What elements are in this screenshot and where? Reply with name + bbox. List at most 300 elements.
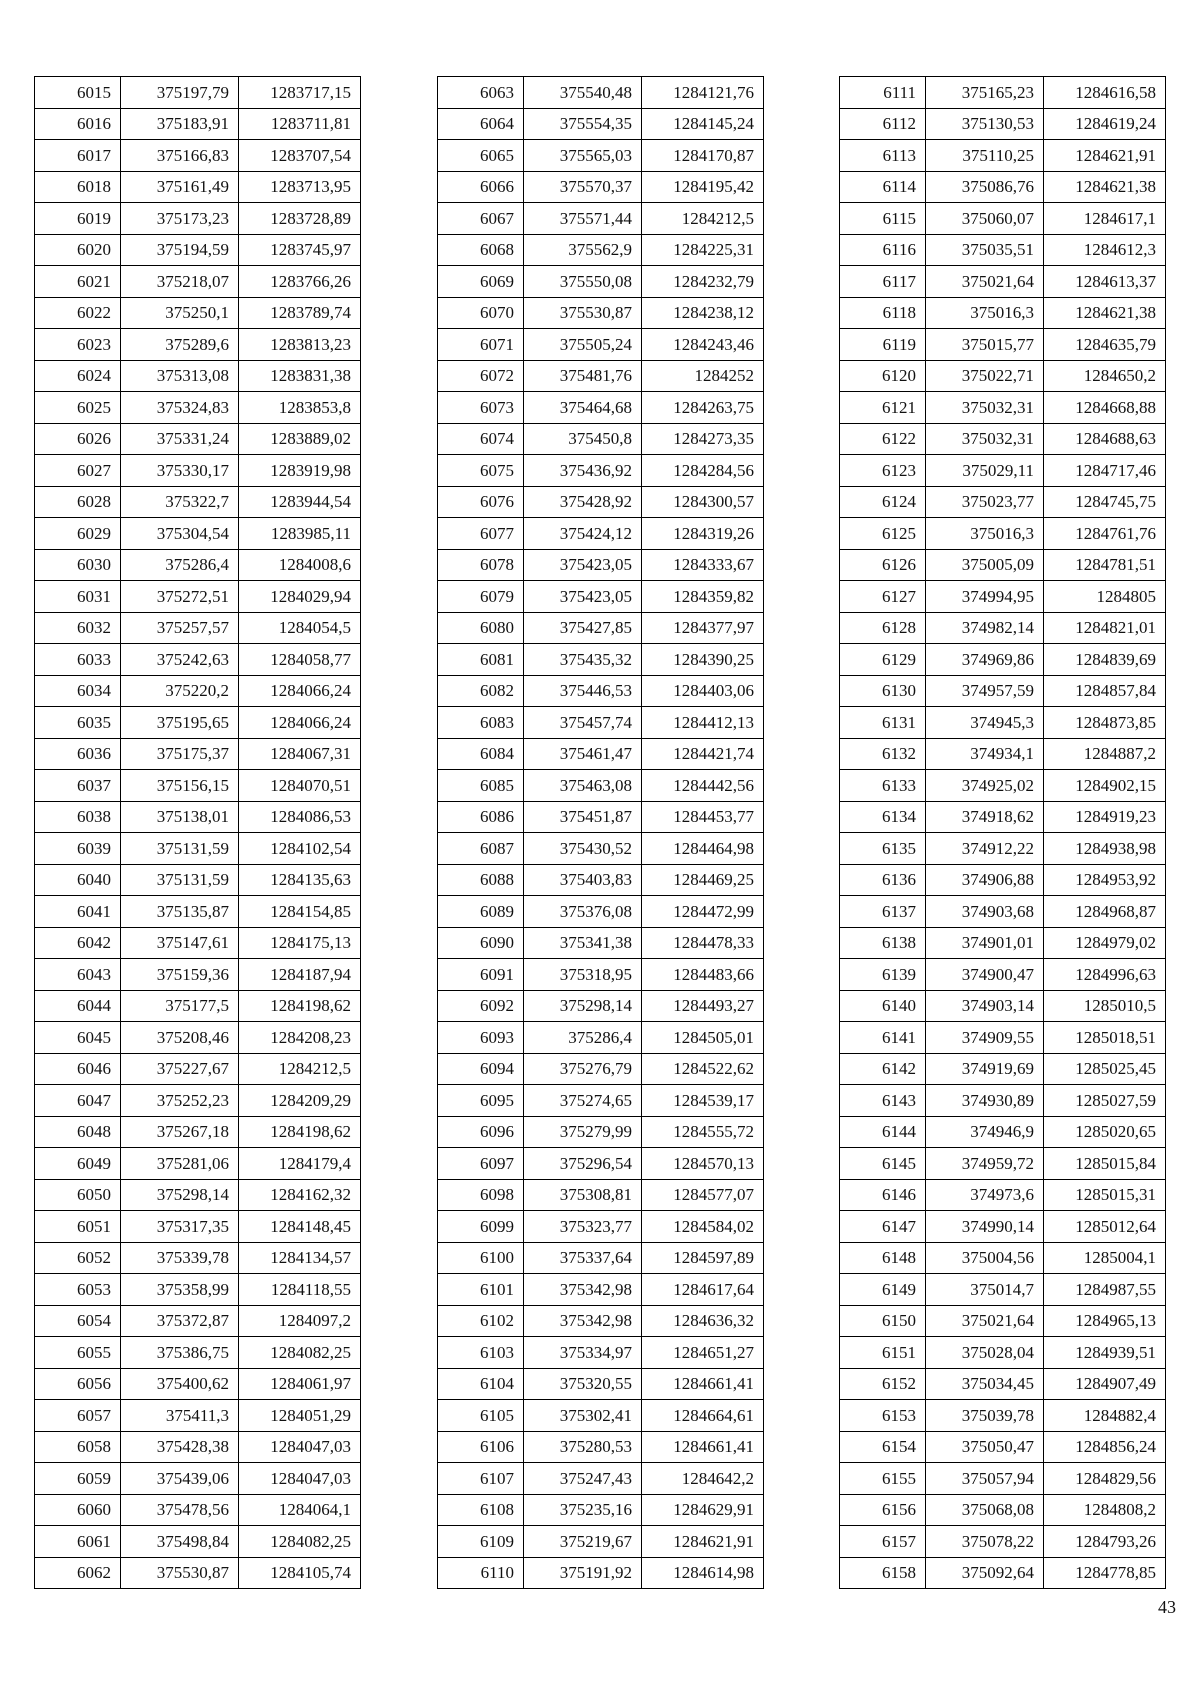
y-coordinate-cell: 1284621,91 — [642, 1526, 764, 1558]
x-coordinate-cell: 375250,1 — [121, 297, 239, 329]
table-row — [35, 644, 361, 676]
point-number-cell: 6136 — [840, 864, 926, 896]
x-coordinate-cell: 375318,95 — [524, 959, 642, 991]
table-row — [438, 266, 764, 298]
x-coordinate-cell: 375147,61 — [121, 927, 239, 959]
point-number-cell: 6056 — [35, 1368, 121, 1400]
x-coordinate-cell: 375022,71 — [926, 360, 1044, 392]
x-coordinate-cell: 374909,55 — [926, 1022, 1044, 1054]
y-coordinate-cell: 1284483,66 — [642, 959, 764, 991]
x-coordinate-cell: 375165,23 — [926, 77, 1044, 109]
point-number-cell: 6146 — [840, 1179, 926, 1211]
x-coordinate-cell: 375242,63 — [121, 644, 239, 676]
x-coordinate-cell: 375342,98 — [524, 1305, 642, 1337]
point-number-cell: 6021 — [35, 266, 121, 298]
table-row — [35, 234, 361, 266]
y-coordinate-cell: 1284778,85 — [1044, 1557, 1166, 1589]
y-coordinate-cell: 1283766,26 — [239, 266, 361, 298]
x-coordinate-cell: 374959,72 — [926, 1148, 1044, 1180]
point-number-cell: 6151 — [840, 1337, 926, 1369]
x-coordinate-cell: 375317,35 — [121, 1211, 239, 1243]
table-row — [840, 518, 1166, 550]
point-number-cell: 6106 — [438, 1431, 524, 1463]
x-coordinate-cell: 375324,83 — [121, 392, 239, 424]
point-number-cell: 6154 — [840, 1431, 926, 1463]
y-coordinate-cell: 1284996,63 — [1044, 959, 1166, 991]
y-coordinate-cell: 1284761,76 — [1044, 518, 1166, 550]
x-coordinate-cell: 375358,99 — [121, 1274, 239, 1306]
x-coordinate-cell: 375372,87 — [121, 1305, 239, 1337]
y-coordinate-cell: 1284118,55 — [239, 1274, 361, 1306]
point-number-cell: 6108 — [438, 1494, 524, 1526]
table-row — [35, 959, 361, 991]
point-number-cell: 6148 — [840, 1242, 926, 1274]
point-number-cell: 6067 — [438, 203, 524, 235]
y-coordinate-cell: 1285018,51 — [1044, 1022, 1166, 1054]
table-row — [840, 392, 1166, 424]
table-row — [438, 675, 764, 707]
point-number-cell: 6096 — [438, 1116, 524, 1148]
x-coordinate-cell: 375068,08 — [926, 1494, 1044, 1526]
y-coordinate-cell: 1284745,75 — [1044, 486, 1166, 518]
table-row — [438, 455, 764, 487]
point-number-cell: 6073 — [438, 392, 524, 424]
x-coordinate-cell: 375279,99 — [524, 1116, 642, 1148]
point-number-cell: 6116 — [840, 234, 926, 266]
y-coordinate-cell: 1284121,76 — [642, 77, 764, 109]
table-row — [840, 297, 1166, 329]
x-coordinate-cell: 374982,14 — [926, 612, 1044, 644]
table-row — [840, 203, 1166, 235]
point-number-cell: 6060 — [35, 1494, 121, 1526]
x-coordinate-cell: 375436,92 — [524, 455, 642, 487]
point-number-cell: 6153 — [840, 1400, 926, 1432]
y-coordinate-cell: 1284661,41 — [642, 1368, 764, 1400]
table-row — [840, 990, 1166, 1022]
y-coordinate-cell: 1285010,5 — [1044, 990, 1166, 1022]
x-coordinate-cell: 374945,3 — [926, 707, 1044, 739]
y-coordinate-cell: 1284403,06 — [642, 675, 764, 707]
x-coordinate-cell: 375423,05 — [524, 581, 642, 613]
y-coordinate-cell: 1284284,56 — [642, 455, 764, 487]
y-coordinate-cell: 1284717,46 — [1044, 455, 1166, 487]
x-coordinate-cell: 375320,55 — [524, 1368, 642, 1400]
point-number-cell: 6077 — [438, 518, 524, 550]
point-number-cell: 6037 — [35, 770, 121, 802]
point-number-cell: 6029 — [35, 518, 121, 550]
table-row — [840, 1305, 1166, 1337]
x-coordinate-cell: 375050,47 — [926, 1431, 1044, 1463]
x-coordinate-cell: 375570,37 — [524, 171, 642, 203]
point-number-cell: 6022 — [35, 297, 121, 329]
table-row — [35, 1211, 361, 1243]
table-row — [35, 990, 361, 1022]
table-row — [840, 329, 1166, 361]
y-coordinate-cell: 1283919,98 — [239, 455, 361, 487]
table-row — [840, 266, 1166, 298]
point-number-cell: 6072 — [438, 360, 524, 392]
table-row — [438, 1116, 764, 1148]
x-coordinate-cell: 375208,46 — [121, 1022, 239, 1054]
x-coordinate-cell: 375439,06 — [121, 1463, 239, 1495]
table-row — [35, 171, 361, 203]
y-coordinate-cell: 1284238,12 — [642, 297, 764, 329]
point-number-cell: 6050 — [35, 1179, 121, 1211]
x-coordinate-cell: 375060,07 — [926, 203, 1044, 235]
y-coordinate-cell: 1284965,13 — [1044, 1305, 1166, 1337]
table-row — [840, 833, 1166, 865]
y-coordinate-cell: 1284135,63 — [239, 864, 361, 896]
x-coordinate-cell: 375323,77 — [524, 1211, 642, 1243]
y-coordinate-cell: 1284493,27 — [642, 990, 764, 1022]
point-number-cell: 6094 — [438, 1053, 524, 1085]
point-number-cell: 6126 — [840, 549, 926, 581]
table-row — [840, 360, 1166, 392]
y-coordinate-cell: 1284051,29 — [239, 1400, 361, 1432]
x-coordinate-cell: 375173,23 — [121, 203, 239, 235]
table-row — [35, 581, 361, 613]
point-number-cell: 6049 — [35, 1148, 121, 1180]
y-coordinate-cell: 1284008,6 — [239, 549, 361, 581]
x-coordinate-cell: 375272,51 — [121, 581, 239, 613]
table-row — [840, 1085, 1166, 1117]
y-coordinate-cell: 1284359,82 — [642, 581, 764, 613]
table-row — [35, 1463, 361, 1495]
table-row — [840, 1211, 1166, 1243]
point-number-cell: 6041 — [35, 896, 121, 928]
y-coordinate-cell: 1284179,4 — [239, 1148, 361, 1180]
y-coordinate-cell: 1283853,8 — [239, 392, 361, 424]
y-coordinate-cell: 1284469,25 — [642, 864, 764, 896]
table-row — [35, 675, 361, 707]
point-number-cell: 6114 — [840, 171, 926, 203]
point-number-cell: 6122 — [840, 423, 926, 455]
y-coordinate-cell: 1284212,5 — [642, 203, 764, 235]
table-row — [840, 549, 1166, 581]
point-number-cell: 6124 — [840, 486, 926, 518]
x-coordinate-cell: 375021,64 — [926, 1305, 1044, 1337]
x-coordinate-cell: 374918,62 — [926, 801, 1044, 833]
y-coordinate-cell: 1284390,25 — [642, 644, 764, 676]
y-coordinate-cell: 1284187,94 — [239, 959, 361, 991]
table-row — [438, 1305, 764, 1337]
x-coordinate-cell: 375029,11 — [926, 455, 1044, 487]
x-coordinate-cell: 375227,67 — [121, 1053, 239, 1085]
y-coordinate-cell: 1283944,54 — [239, 486, 361, 518]
x-coordinate-cell: 375023,77 — [926, 486, 1044, 518]
point-number-cell: 6117 — [840, 266, 926, 298]
point-number-cell: 6055 — [35, 1337, 121, 1369]
table-row — [438, 581, 764, 613]
point-number-cell: 6047 — [35, 1085, 121, 1117]
y-coordinate-cell: 1284636,32 — [642, 1305, 764, 1337]
point-number-cell: 6115 — [840, 203, 926, 235]
x-coordinate-cell: 375308,81 — [524, 1179, 642, 1211]
table-row — [35, 266, 361, 298]
table-row — [438, 297, 764, 329]
x-coordinate-cell: 375337,64 — [524, 1242, 642, 1274]
point-number-cell: 6123 — [840, 455, 926, 487]
y-coordinate-cell: 1284619,24 — [1044, 108, 1166, 140]
y-coordinate-cell: 1284987,55 — [1044, 1274, 1166, 1306]
y-coordinate-cell: 1284232,79 — [642, 266, 764, 298]
table-row — [438, 1463, 764, 1495]
table-row — [438, 1148, 764, 1180]
y-coordinate-cell: 1284793,26 — [1044, 1526, 1166, 1558]
table-row — [438, 896, 764, 928]
y-coordinate-cell: 1284453,77 — [642, 801, 764, 833]
y-coordinate-cell: 1284162,32 — [239, 1179, 361, 1211]
table-row — [438, 392, 764, 424]
y-coordinate-cell: 1283728,89 — [239, 203, 361, 235]
x-coordinate-cell: 375035,51 — [926, 234, 1044, 266]
y-coordinate-cell: 1284584,02 — [642, 1211, 764, 1243]
point-number-cell: 6076 — [438, 486, 524, 518]
point-number-cell: 6142 — [840, 1053, 926, 1085]
y-coordinate-cell: 1284066,24 — [239, 707, 361, 739]
table-row — [438, 1494, 764, 1526]
table-row — [438, 486, 764, 518]
y-coordinate-cell: 1284781,51 — [1044, 549, 1166, 581]
x-coordinate-cell: 375021,64 — [926, 266, 1044, 298]
point-number-cell: 6099 — [438, 1211, 524, 1243]
x-coordinate-cell: 375195,65 — [121, 707, 239, 739]
x-coordinate-cell: 374994,95 — [926, 581, 1044, 613]
x-coordinate-cell: 375039,78 — [926, 1400, 1044, 1432]
y-coordinate-cell: 1284635,79 — [1044, 329, 1166, 361]
table-row — [35, 1305, 361, 1337]
y-coordinate-cell: 1284887,2 — [1044, 738, 1166, 770]
table-row — [840, 1116, 1166, 1148]
y-coordinate-cell: 1283745,97 — [239, 234, 361, 266]
table-row — [438, 833, 764, 865]
table-row — [438, 1368, 764, 1400]
table-row — [438, 1085, 764, 1117]
table-row — [438, 360, 764, 392]
x-coordinate-cell: 375286,4 — [524, 1022, 642, 1054]
table-row — [840, 1242, 1166, 1274]
table-row — [438, 864, 764, 896]
table-row — [438, 549, 764, 581]
point-number-cell: 6063 — [438, 77, 524, 109]
x-coordinate-cell: 374973,6 — [926, 1179, 1044, 1211]
table-row — [840, 644, 1166, 676]
y-coordinate-cell: 1284808,2 — [1044, 1494, 1166, 1526]
y-coordinate-cell: 1284857,84 — [1044, 675, 1166, 707]
x-coordinate-cell: 375032,31 — [926, 423, 1044, 455]
y-coordinate-cell: 1284938,98 — [1044, 833, 1166, 865]
table-row — [35, 455, 361, 487]
point-number-cell: 6147 — [840, 1211, 926, 1243]
x-coordinate-cell: 375334,97 — [524, 1337, 642, 1369]
point-number-cell: 6064 — [438, 108, 524, 140]
y-coordinate-cell: 1284097,2 — [239, 1305, 361, 1337]
table-row — [35, 203, 361, 235]
y-coordinate-cell: 1283985,11 — [239, 518, 361, 550]
x-coordinate-cell: 374900,47 — [926, 959, 1044, 991]
point-number-cell: 6087 — [438, 833, 524, 865]
point-number-cell: 6130 — [840, 675, 926, 707]
point-number-cell: 6107 — [438, 1463, 524, 1495]
y-coordinate-cell: 1285027,59 — [1044, 1085, 1166, 1117]
x-coordinate-cell: 374957,59 — [926, 675, 1044, 707]
y-coordinate-cell: 1284061,97 — [239, 1368, 361, 1400]
table-row — [438, 518, 764, 550]
x-coordinate-cell: 374903,68 — [926, 896, 1044, 928]
y-coordinate-cell: 1284377,97 — [642, 612, 764, 644]
x-coordinate-cell: 374925,02 — [926, 770, 1044, 802]
x-coordinate-cell: 374946,9 — [926, 1116, 1044, 1148]
x-coordinate-cell: 375428,38 — [121, 1431, 239, 1463]
y-coordinate-cell: 1284319,26 — [642, 518, 764, 550]
point-number-cell: 6030 — [35, 549, 121, 581]
y-coordinate-cell: 1284668,88 — [1044, 392, 1166, 424]
point-number-cell: 6057 — [35, 1400, 121, 1432]
y-coordinate-cell: 1284939,51 — [1044, 1337, 1166, 1369]
y-coordinate-cell: 1284047,03 — [239, 1431, 361, 1463]
x-coordinate-cell: 374934,1 — [926, 738, 1044, 770]
x-coordinate-cell: 375530,87 — [524, 297, 642, 329]
y-coordinate-cell: 1284617,64 — [642, 1274, 764, 1306]
x-coordinate-cell: 375159,36 — [121, 959, 239, 991]
table-row — [840, 581, 1166, 613]
point-number-cell: 6133 — [840, 770, 926, 802]
table-row — [840, 770, 1166, 802]
point-number-cell: 6043 — [35, 959, 121, 991]
table-row — [438, 203, 764, 235]
y-coordinate-cell: 1283713,95 — [239, 171, 361, 203]
table-row — [840, 675, 1166, 707]
x-coordinate-cell: 375571,44 — [524, 203, 642, 235]
point-number-cell: 6102 — [438, 1305, 524, 1337]
y-coordinate-cell: 1284629,91 — [642, 1494, 764, 1526]
y-coordinate-cell: 1283711,81 — [239, 108, 361, 140]
y-coordinate-cell: 1284577,07 — [642, 1179, 764, 1211]
y-coordinate-cell: 1284651,27 — [642, 1337, 764, 1369]
y-coordinate-cell: 1284539,17 — [642, 1085, 764, 1117]
table-row — [438, 77, 764, 109]
table-row — [840, 864, 1166, 896]
x-coordinate-cell: 375322,7 — [121, 486, 239, 518]
point-number-cell: 6027 — [35, 455, 121, 487]
x-coordinate-cell: 375156,15 — [121, 770, 239, 802]
table-row — [35, 833, 361, 865]
table-row — [35, 1022, 361, 1054]
table-row — [438, 1431, 764, 1463]
table-row — [35, 612, 361, 644]
x-coordinate-cell: 375034,45 — [926, 1368, 1044, 1400]
table-row — [840, 77, 1166, 109]
y-coordinate-cell: 1284597,89 — [642, 1242, 764, 1274]
y-coordinate-cell: 1284505,01 — [642, 1022, 764, 1054]
x-coordinate-cell: 375430,52 — [524, 833, 642, 865]
table-row — [840, 1053, 1166, 1085]
x-coordinate-cell: 375183,91 — [121, 108, 239, 140]
table-row — [438, 707, 764, 739]
table-row — [35, 738, 361, 770]
table-row — [840, 1431, 1166, 1463]
table-row — [35, 864, 361, 896]
table-row — [35, 1179, 361, 1211]
point-number-cell: 6145 — [840, 1148, 926, 1180]
point-number-cell: 6155 — [840, 1463, 926, 1495]
x-coordinate-cell: 375014,7 — [926, 1274, 1044, 1306]
point-number-cell: 6017 — [35, 140, 121, 172]
y-coordinate-cell: 1284058,77 — [239, 644, 361, 676]
point-number-cell: 6059 — [35, 1463, 121, 1495]
y-coordinate-cell: 1284555,72 — [642, 1116, 764, 1148]
y-coordinate-cell: 1284412,13 — [642, 707, 764, 739]
table-row — [438, 738, 764, 770]
x-coordinate-cell: 375427,85 — [524, 612, 642, 644]
table-row — [35, 1242, 361, 1274]
x-coordinate-cell: 375016,3 — [926, 518, 1044, 550]
y-coordinate-cell: 1284616,58 — [1044, 77, 1166, 109]
point-number-cell: 6023 — [35, 329, 121, 361]
table-row — [840, 108, 1166, 140]
table-row — [840, 927, 1166, 959]
y-coordinate-cell: 1284907,49 — [1044, 1368, 1166, 1400]
x-coordinate-cell: 375554,35 — [524, 108, 642, 140]
y-coordinate-cell: 1285015,84 — [1044, 1148, 1166, 1180]
y-coordinate-cell: 1284919,23 — [1044, 801, 1166, 833]
x-coordinate-cell: 375411,3 — [121, 1400, 239, 1432]
point-number-cell: 6040 — [35, 864, 121, 896]
table-row — [840, 801, 1166, 833]
table-row — [840, 486, 1166, 518]
y-coordinate-cell: 1284134,57 — [239, 1242, 361, 1274]
x-coordinate-cell: 375298,14 — [524, 990, 642, 1022]
table-row — [35, 140, 361, 172]
y-coordinate-cell: 1284086,53 — [239, 801, 361, 833]
x-coordinate-cell: 375313,08 — [121, 360, 239, 392]
y-coordinate-cell: 1284839,69 — [1044, 644, 1166, 676]
y-coordinate-cell: 1284478,33 — [642, 927, 764, 959]
x-coordinate-cell: 375130,53 — [926, 108, 1044, 140]
y-coordinate-cell: 1284621,38 — [1044, 297, 1166, 329]
point-number-cell: 6100 — [438, 1242, 524, 1274]
x-coordinate-cell: 375175,37 — [121, 738, 239, 770]
x-coordinate-cell: 374901,01 — [926, 927, 1044, 959]
x-coordinate-cell: 374906,88 — [926, 864, 1044, 896]
y-coordinate-cell: 1284333,67 — [642, 549, 764, 581]
point-number-cell: 6038 — [35, 801, 121, 833]
x-coordinate-cell: 375252,23 — [121, 1085, 239, 1117]
point-number-cell: 6068 — [438, 234, 524, 266]
x-coordinate-cell: 375276,79 — [524, 1053, 642, 1085]
table-row — [438, 171, 764, 203]
point-number-cell: 6052 — [35, 1242, 121, 1274]
y-coordinate-cell: 1284464,98 — [642, 833, 764, 865]
x-coordinate-cell: 375166,83 — [121, 140, 239, 172]
y-coordinate-cell: 1284613,37 — [1044, 266, 1166, 298]
y-coordinate-cell: 1285020,65 — [1044, 1116, 1166, 1148]
y-coordinate-cell: 1284145,24 — [642, 108, 764, 140]
x-coordinate-cell: 375257,57 — [121, 612, 239, 644]
y-coordinate-cell: 1284612,3 — [1044, 234, 1166, 266]
x-coordinate-cell: 375286,4 — [121, 549, 239, 581]
y-coordinate-cell: 1284070,51 — [239, 770, 361, 802]
x-coordinate-cell: 375092,64 — [926, 1557, 1044, 1589]
coordinates-table-1 — [34, 76, 361, 1589]
y-coordinate-cell: 1284979,02 — [1044, 927, 1166, 959]
point-number-cell: 6149 — [840, 1274, 926, 1306]
point-number-cell: 6018 — [35, 171, 121, 203]
x-coordinate-cell: 375386,75 — [121, 1337, 239, 1369]
x-coordinate-cell: 375302,41 — [524, 1400, 642, 1432]
point-number-cell: 6103 — [438, 1337, 524, 1369]
table-row — [35, 1116, 361, 1148]
